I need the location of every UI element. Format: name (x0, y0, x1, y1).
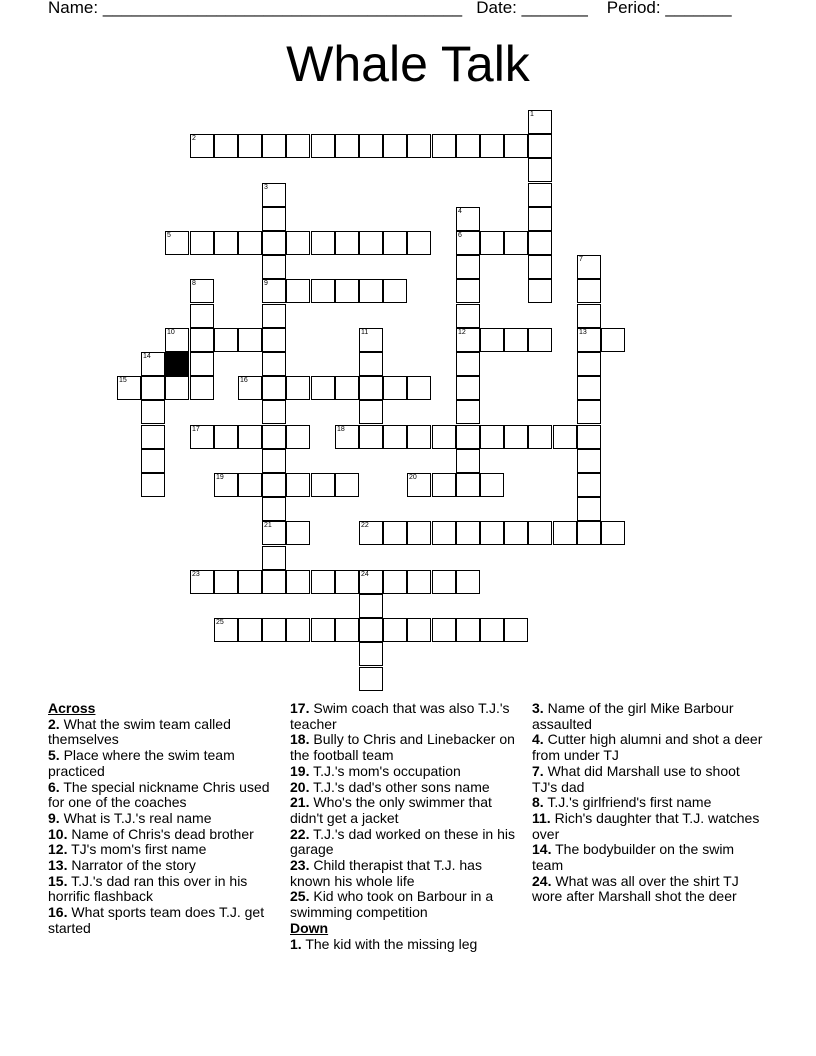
grid-cell[interactable] (311, 279, 335, 303)
grid-cell[interactable] (335, 134, 359, 158)
clue-number: 20 (409, 474, 417, 481)
black-square (165, 352, 189, 376)
grid-cell[interactable] (432, 570, 456, 594)
grid-cell[interactable] (504, 328, 528, 352)
grid-cell[interactable] (528, 231, 552, 255)
clue-across-25: 25. Kid who took on Barbour in a swimming competition (290, 888, 494, 921)
grid-cell[interactable] (601, 521, 625, 545)
grid-cell[interactable] (214, 134, 238, 158)
grid-cell[interactable] (528, 207, 552, 231)
clue-number: 9 (264, 280, 268, 287)
grid-cell[interactable] (262, 376, 286, 400)
grid-cell[interactable] (262, 352, 286, 376)
clue-across-2: 2. What the swim team called themselves (48, 715, 231, 748)
grid-cell[interactable] (262, 400, 286, 424)
grid-cell[interactable] (286, 134, 310, 158)
grid-cell[interactable] (262, 570, 286, 594)
clue-number: 5 (167, 232, 171, 239)
grid-cell[interactable] (262, 546, 286, 570)
grid-cell[interactable] (165, 328, 189, 352)
grid-cell[interactable] (214, 231, 238, 255)
grid-cell[interactable] (238, 231, 262, 255)
clue-down-11: 11. Rich's daughter that T.J. watches over (532, 809, 760, 842)
grid-cell[interactable] (528, 158, 552, 182)
grid-cell[interactable] (577, 304, 601, 328)
clues-column-2 (290, 701, 522, 952)
grid-cell[interactable] (456, 255, 480, 279)
clue-number: 18 (337, 426, 345, 433)
grid-cell[interactable] (528, 521, 552, 545)
grid-cell[interactable] (456, 618, 480, 642)
grid-cell[interactable] (432, 618, 456, 642)
grid-cell[interactable] (456, 425, 480, 449)
grid-cell[interactable] (553, 425, 577, 449)
grid-cell[interactable] (238, 328, 262, 352)
clue-across-13: 13. Narrator of the story (48, 857, 196, 874)
date-label: Date: (476, 0, 517, 17)
grid-cell[interactable] (359, 425, 383, 449)
grid-cell[interactable] (286, 618, 310, 642)
grid-cell[interactable] (190, 376, 214, 400)
grid-cell[interactable] (286, 473, 310, 497)
grid-cell[interactable] (286, 521, 310, 545)
clue-number: 17 (192, 426, 200, 433)
grid-cell[interactable] (311, 231, 335, 255)
grid-cell[interactable] (432, 473, 456, 497)
clue-across-10: 10. Name of Chris's dead brother (48, 825, 254, 842)
grid-cell[interactable] (456, 352, 480, 376)
clue-number: 22 (361, 522, 369, 529)
grid-cell[interactable] (262, 255, 286, 279)
grid-cell[interactable] (190, 425, 214, 449)
grid-cell[interactable] (359, 231, 383, 255)
grid-cell[interactable] (286, 279, 310, 303)
grid-cell[interactable] (504, 618, 528, 642)
grid-cell[interactable] (311, 618, 335, 642)
period-label: Period: (606, 0, 661, 17)
grid-cell[interactable] (456, 473, 480, 497)
clue-across-16: 16. What sports team does T.J. get started (48, 904, 265, 936)
grid-cell[interactable] (456, 400, 480, 424)
grid-cell[interactable] (286, 570, 310, 594)
clue-across-12: 12. TJ's mom's first name (48, 841, 207, 858)
grid-cell[interactable] (528, 255, 552, 279)
grid-cell[interactable] (311, 376, 335, 400)
grid-cell[interactable] (480, 618, 504, 642)
grid-cell[interactable] (456, 207, 480, 231)
clue-across-15: 15. T.J.'s dad ran this over in his horrific flashback (48, 872, 248, 905)
grid-cell[interactable] (190, 304, 214, 328)
grid-cell[interactable] (383, 279, 407, 303)
clue-across-20: 20. T.J.'s dad's other sons name (290, 778, 490, 795)
grid-cell[interactable] (553, 521, 577, 545)
grid-cell[interactable] (456, 521, 480, 545)
grid-cell[interactable] (528, 279, 552, 303)
clue-across-21: 21. Who's the only swimmer that didn't get a jacket (290, 794, 492, 826)
grid-cell[interactable] (577, 521, 601, 545)
grid-cell[interactable] (577, 400, 601, 424)
grid-cell[interactable] (335, 618, 359, 642)
grid-cell[interactable] (359, 642, 383, 666)
grid-cell[interactable] (141, 473, 165, 497)
grid-cell[interactable] (262, 207, 286, 231)
grid-cell[interactable] (528, 134, 552, 158)
grid-cell[interactable] (117, 376, 141, 400)
clue-number: 12 (458, 329, 466, 336)
grid-cell[interactable] (480, 521, 504, 545)
grid-cell[interactable] (480, 473, 504, 497)
grid-cell[interactable] (238, 376, 262, 400)
grid-cell[interactable] (286, 425, 310, 449)
grid-cell[interactable] (528, 110, 552, 134)
grid-cell[interactable] (577, 376, 601, 400)
grid-cell[interactable] (141, 400, 165, 424)
grid-cell[interactable] (432, 521, 456, 545)
grid-cell[interactable] (141, 352, 165, 376)
grid-cell[interactable] (456, 570, 480, 594)
grid-cell[interactable] (190, 279, 214, 303)
clue-down-14: 14. The bodybuilder on the swim team (532, 841, 735, 874)
grid-cell[interactable] (262, 618, 286, 642)
grid-cell[interactable] (238, 618, 262, 642)
grid-cell[interactable] (359, 594, 383, 618)
grid-cell[interactable] (456, 376, 480, 400)
grid-cell[interactable] (359, 134, 383, 158)
grid-cell[interactable] (432, 425, 456, 449)
grid-cell[interactable] (383, 376, 407, 400)
grid-cell[interactable] (262, 425, 286, 449)
clue-across-22: 22. T.J.'s dad worked on these in his garage (290, 825, 516, 858)
grid-cell[interactable] (383, 618, 407, 642)
grid-cell[interactable] (262, 497, 286, 521)
grid-cell[interactable] (214, 473, 238, 497)
grid-cell[interactable] (359, 328, 383, 352)
grid-cell[interactable] (359, 667, 383, 691)
grid-cell[interactable] (190, 328, 214, 352)
grid-cell[interactable] (262, 183, 286, 207)
grid-cell[interactable] (359, 570, 383, 594)
grid-cell[interactable] (262, 279, 286, 303)
grid-cell[interactable] (577, 255, 601, 279)
grid-cell[interactable] (141, 425, 165, 449)
grid-cell[interactable] (577, 279, 601, 303)
grid-cell[interactable] (601, 328, 625, 352)
grid-cell[interactable] (359, 400, 383, 424)
grid-cell[interactable] (335, 570, 359, 594)
grid-cell[interactable] (383, 425, 407, 449)
grid-cell[interactable] (311, 473, 335, 497)
grid-cell[interactable] (456, 304, 480, 328)
clue-across-23: 23. Child therapist that T.J. has known his whole life (290, 857, 482, 889)
grid-cell[interactable] (238, 425, 262, 449)
grid-cell[interactable] (480, 231, 504, 255)
clue-down-24: 24. What was all over the shirt TJ wore after Marshall shot the deer (532, 872, 739, 905)
grid-cell[interactable] (141, 376, 165, 400)
grid-cell[interactable] (190, 134, 214, 158)
grid-cell[interactable] (141, 449, 165, 473)
grid-cell[interactable] (407, 618, 431, 642)
clues-column-3 (532, 701, 764, 905)
clue-number: 21 (264, 522, 272, 529)
clue-number: 24 (361, 571, 369, 578)
grid-cell[interactable] (383, 231, 407, 255)
grid-cell[interactable] (335, 231, 359, 255)
grid-cell[interactable] (190, 570, 214, 594)
grid-cell[interactable] (262, 473, 286, 497)
grid-cell[interactable] (214, 328, 238, 352)
grid-cell[interactable] (262, 328, 286, 352)
grid-cell[interactable] (504, 134, 528, 158)
grid-cell[interactable] (286, 231, 310, 255)
grid-cell[interactable] (383, 134, 407, 158)
grid-cell[interactable] (456, 328, 480, 352)
grid-cell[interactable] (335, 279, 359, 303)
grid-cell[interactable] (407, 521, 431, 545)
date-blank[interactable]: _______ (521, 0, 588, 17)
page-title: Whale Talk (286, 36, 530, 92)
grid-cell[interactable] (577, 449, 601, 473)
grid-cell[interactable] (407, 231, 431, 255)
clue-number: 1 (530, 111, 534, 118)
grid-cell[interactable] (480, 425, 504, 449)
grid-cell[interactable] (528, 183, 552, 207)
grid-cell[interactable] (214, 425, 238, 449)
grid-cell[interactable] (480, 134, 504, 158)
grid-cell[interactable] (383, 521, 407, 545)
grid-cell[interactable] (359, 376, 383, 400)
clue-number: 8 (192, 280, 196, 287)
clue-down-3: 3. Name of the girl Mike Barbour assaulted (532, 700, 734, 732)
grid-cell[interactable] (456, 231, 480, 255)
grid-cell[interactable] (165, 376, 189, 400)
clue-number: 15 (119, 377, 127, 384)
clue-number: 19 (216, 474, 224, 481)
clues-column-1 (48, 701, 278, 937)
grid-cell[interactable] (214, 618, 238, 642)
clue-down-8: 8. T.J.'s girlfriend's first name (532, 794, 712, 811)
grid-cell[interactable] (407, 473, 431, 497)
clue-down-7: 7. What did Marshall use to shoot TJ's dad (532, 762, 740, 795)
clue-number: 13 (579, 329, 587, 336)
grid-cell[interactable] (480, 328, 504, 352)
grid-cell[interactable] (432, 134, 456, 158)
clue-number: 16 (240, 377, 248, 384)
clue-across-5: 5. Place where the swim team practiced (48, 747, 235, 779)
clue-number: 7 (579, 256, 583, 263)
clue-number: 2 (192, 135, 196, 142)
name-label: Name: (48, 0, 99, 17)
grid-cell[interactable] (262, 521, 286, 545)
grid-cell[interactable] (577, 473, 601, 497)
grid-cell[interactable] (262, 134, 286, 158)
grid-cell[interactable] (238, 134, 262, 158)
clue-number: 4 (458, 208, 462, 215)
grid-cell[interactable] (577, 497, 601, 521)
grid-cell[interactable] (456, 134, 480, 158)
across-heading: Across (48, 700, 96, 716)
grid-cell[interactable] (504, 425, 528, 449)
down-heading: Down (290, 919, 329, 936)
grid-cell[interactable] (335, 473, 359, 497)
clue-down-4: 4. Cutter high alumni and shot a deer from under TJ (532, 731, 763, 764)
clue-across-18: 18. Bully to Chris and Linebacker on the football team (290, 731, 515, 764)
grid-cell[interactable] (262, 304, 286, 328)
clue-number: 23 (192, 571, 200, 578)
clue-across-19: 19. T.J.'s mom's occupation (290, 762, 461, 779)
grid-cell[interactable] (238, 473, 262, 497)
clue-number: 11 (361, 329, 369, 336)
grid-cell[interactable] (528, 328, 552, 352)
grid-cell[interactable] (190, 231, 214, 255)
grid-cell[interactable] (383, 570, 407, 594)
grid-cell[interactable] (262, 449, 286, 473)
grid-cell[interactable] (359, 618, 383, 642)
name-blank[interactable]: ______________________________________ (102, 0, 463, 17)
grid-cell[interactable] (407, 134, 431, 158)
clue-across-17: 17. Swim coach that was also T.J.'s teacher (290, 700, 510, 732)
grid-cell[interactable] (286, 376, 310, 400)
grid-cell[interactable] (456, 449, 480, 473)
clue-number: 3 (264, 184, 268, 191)
grid-cell[interactable] (359, 279, 383, 303)
period-blank[interactable]: _______ (665, 0, 732, 17)
clue-number: 14 (143, 353, 151, 360)
clue-across-6: 6. The special nickname Chris used for one of the coaches (48, 778, 270, 811)
grid-cell[interactable] (335, 425, 359, 449)
grid-cell[interactable] (577, 425, 601, 449)
grid-cell[interactable] (214, 570, 238, 594)
grid-cell[interactable] (407, 425, 431, 449)
grid-cell[interactable] (335, 376, 359, 400)
grid-cell[interactable] (238, 570, 262, 594)
grid-cell[interactable] (504, 231, 528, 255)
grid-cell[interactable] (262, 231, 286, 255)
clue-number: 25 (216, 619, 224, 626)
clue-number: 10 (167, 329, 175, 336)
clue-number: 6 (458, 232, 462, 239)
grid-cell[interactable] (407, 376, 431, 400)
grid-cell[interactable] (359, 352, 383, 376)
grid-cell[interactable] (456, 279, 480, 303)
grid-cell[interactable] (577, 328, 601, 352)
grid-cell[interactable] (190, 352, 214, 376)
grid-cell[interactable] (577, 352, 601, 376)
grid-cell[interactable] (407, 570, 431, 594)
grid-cell[interactable] (311, 570, 335, 594)
clue-down-1: 1. The kid with the missing leg (290, 935, 478, 952)
grid-cell[interactable] (311, 134, 335, 158)
grid-cell[interactable] (359, 521, 383, 545)
clue-across-9: 9. What is T.J.'s real name (48, 809, 212, 826)
grid-cell[interactable] (165, 231, 189, 255)
grid-cell[interactable] (528, 425, 552, 449)
grid-cell[interactable] (504, 521, 528, 545)
